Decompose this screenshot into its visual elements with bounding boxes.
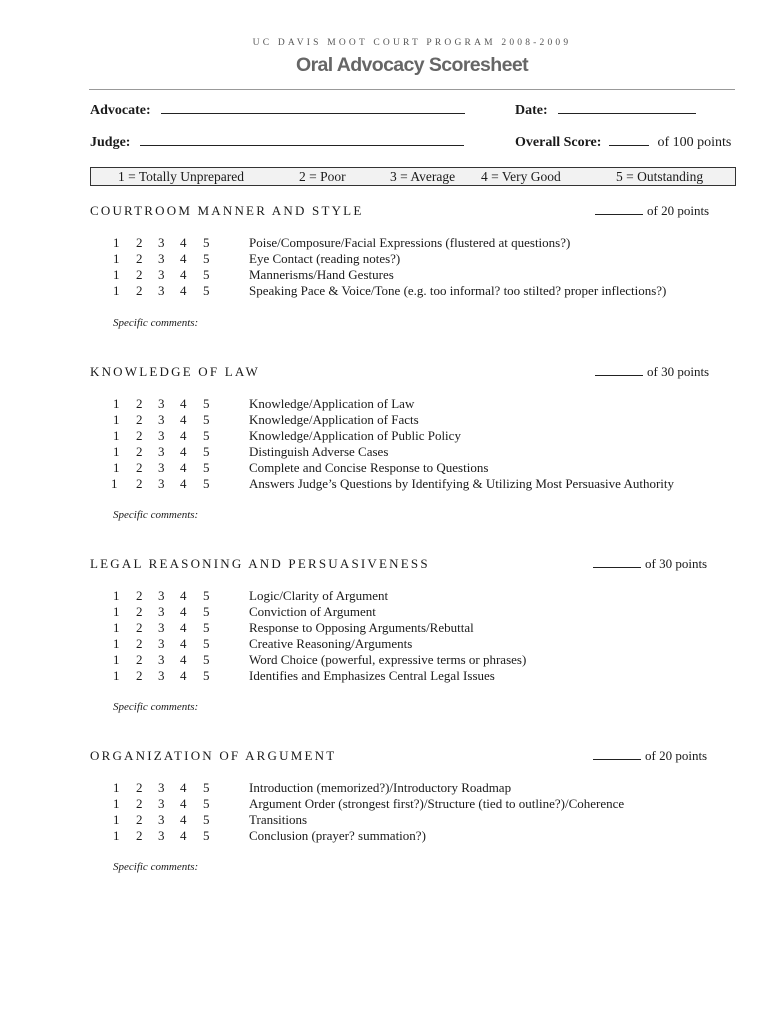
rating-4[interactable]: 4 xyxy=(180,828,187,843)
rating-1[interactable]: 1 xyxy=(113,620,120,635)
rating-5[interactable]: 5 xyxy=(203,620,210,635)
rating-3[interactable]: 3 xyxy=(158,283,165,298)
rating-5[interactable]: 5 xyxy=(203,476,210,491)
criterion-label: Speaking Pace & Voice/Tone (e.g. too informal? too stilted? proper inflections?) xyxy=(249,283,667,298)
rating-5[interactable]: 5 xyxy=(203,636,210,651)
criterion-label: Word Choice (powerful, expressive terms or phrases) xyxy=(249,652,527,667)
rating-5[interactable]: 5 xyxy=(203,412,210,427)
criterion-label: Knowledge/Application of Facts xyxy=(249,412,419,427)
scale-item: 3 = Average xyxy=(390,169,456,184)
rating-5[interactable]: 5 xyxy=(203,396,210,411)
criterion-label: Eye Contact (reading notes?) xyxy=(249,251,401,266)
rating-3[interactable]: 3 xyxy=(158,251,165,266)
rating-3[interactable]: 3 xyxy=(158,588,165,603)
section-points xyxy=(595,364,709,380)
scale-item: 4 = Very Good xyxy=(481,169,561,184)
rating-4[interactable]: 4 xyxy=(180,652,187,667)
rating-2[interactable]: 2 xyxy=(136,828,143,843)
rating-1[interactable]: 1 xyxy=(113,267,120,282)
specific-comments-label: Specific comments: xyxy=(113,701,199,713)
rating-2[interactable]: 2 xyxy=(136,251,143,266)
rating-5[interactable]: 5 xyxy=(203,668,210,683)
rating-3[interactable]: 3 xyxy=(158,668,165,683)
rating-2[interactable]: 2 xyxy=(136,460,143,475)
points-label: of 30 points xyxy=(647,364,710,379)
points-label: of 30 points xyxy=(645,556,708,571)
rating-2[interactable]: 2 xyxy=(136,235,143,250)
rating-1[interactable]: 1 xyxy=(113,828,120,843)
specific-comments-label: Specific comments: xyxy=(113,509,199,521)
rating-5[interactable]: 5 xyxy=(203,460,210,475)
rating-5[interactable]: 5 xyxy=(203,428,210,443)
points-input-line[interactable] xyxy=(593,749,641,760)
rating-2[interactable]: 2 xyxy=(136,412,143,427)
rating-2[interactable]: 2 xyxy=(136,604,143,619)
scale-item: 2 = Poor xyxy=(299,169,346,184)
specific-comments-label: Specific comments: xyxy=(113,317,199,329)
rating-4[interactable]: 4 xyxy=(180,412,187,427)
rating-5[interactable]: 5 xyxy=(203,780,210,795)
rating-5[interactable]: 5 xyxy=(203,267,210,282)
rating-2[interactable]: 2 xyxy=(136,428,143,443)
rating-2[interactable]: 2 xyxy=(136,396,143,411)
points-label: of 20 points xyxy=(645,748,708,763)
rating-3[interactable]: 3 xyxy=(158,796,165,811)
rating-3[interactable]: 3 xyxy=(158,412,165,427)
section-title: COURTROOM MANNER AND STYLE xyxy=(90,203,364,218)
criterion-label: Response to Opposing Arguments/Rebuttal xyxy=(249,620,474,635)
rating-1[interactable]: 1 xyxy=(113,636,120,651)
rating-3[interactable]: 3 xyxy=(158,604,165,619)
rating-3[interactable]: 3 xyxy=(158,428,165,443)
overall-score-field xyxy=(515,133,731,151)
section-title: LEGAL REASONING AND PERSUASIVENESS xyxy=(90,556,430,571)
rating-4[interactable]: 4 xyxy=(180,444,187,459)
rating-1[interactable]: 1 xyxy=(113,428,120,443)
rating-1[interactable]: 1 xyxy=(113,235,120,250)
rating-2[interactable]: 2 xyxy=(136,267,143,282)
rating-5[interactable]: 5 xyxy=(203,652,210,667)
rating-3[interactable]: 3 xyxy=(158,828,165,843)
rating-5[interactable]: 5 xyxy=(203,283,210,298)
specific-comments-label: Specific comments: xyxy=(113,861,199,873)
advocate-label: Advocate: xyxy=(90,103,151,118)
rating-4[interactable]: 4 xyxy=(180,636,187,651)
criterion-label: Introduction (memorized?)/Introductory Roadmap xyxy=(249,780,512,795)
date-input-line[interactable] xyxy=(558,101,696,114)
rating-4[interactable]: 4 xyxy=(180,668,187,683)
program-heading: UC DAVIS MOOT COURT PROGRAM 2008-2009 xyxy=(252,38,572,48)
judge-label: Judge: xyxy=(90,135,131,150)
rating-1[interactable]: 1 xyxy=(113,796,120,811)
rating-4[interactable]: 4 xyxy=(180,812,187,827)
overall-score-label: Overall Score: xyxy=(515,135,602,150)
rating-5[interactable]: 5 xyxy=(203,588,210,603)
rating-3[interactable]: 3 xyxy=(158,267,165,282)
date-label: Date: xyxy=(515,103,548,118)
page-title: Oral Advocacy Scoresheet xyxy=(296,54,528,76)
rating-4[interactable]: 4 xyxy=(180,780,187,795)
rating-4[interactable]: 4 xyxy=(180,604,187,619)
rating-2[interactable]: 2 xyxy=(136,620,143,635)
rating-5[interactable]: 5 xyxy=(203,828,210,843)
rating-4[interactable]: 4 xyxy=(180,796,187,811)
overall-score-input-line[interactable] xyxy=(609,133,649,146)
rating-3[interactable]: 3 xyxy=(158,780,165,795)
rating-1[interactable]: 1 xyxy=(113,251,120,266)
rating-5[interactable]: 5 xyxy=(203,812,210,827)
rating-3[interactable]: 3 xyxy=(158,812,165,827)
rating-5[interactable]: 5 xyxy=(203,796,210,811)
rating-4[interactable]: 4 xyxy=(180,620,187,635)
rating-1[interactable]: 1 xyxy=(113,812,120,827)
points-input-line[interactable] xyxy=(595,204,643,215)
criterion-label: Answers Judge’s Questions by Identifying & Utilizing Most Persuasive Authority xyxy=(249,476,675,491)
rating-1[interactable]: 1 xyxy=(111,476,118,491)
rating-1[interactable]: 1 xyxy=(113,412,120,427)
rating-2[interactable]: 2 xyxy=(136,283,143,298)
rating-5[interactable]: 5 xyxy=(203,235,210,250)
rating-1[interactable]: 1 xyxy=(113,668,120,683)
rating-3[interactable]: 3 xyxy=(158,652,165,667)
rating-2[interactable]: 2 xyxy=(136,796,143,811)
rating-1[interactable]: 1 xyxy=(113,444,120,459)
criterion-label: Logic/Clarity of Argument xyxy=(249,588,389,603)
rating-4[interactable]: 4 xyxy=(180,283,187,298)
rating-1[interactable]: 1 xyxy=(113,588,120,603)
judge-input-line[interactable] xyxy=(140,133,464,146)
rating-3[interactable]: 3 xyxy=(158,476,165,491)
rating-3[interactable]: 3 xyxy=(158,396,165,411)
section-points xyxy=(593,748,707,764)
criterion-label: Knowledge/Application of Public Policy xyxy=(249,428,461,443)
rating-1[interactable]: 1 xyxy=(113,283,120,298)
scale-item: 5 = Outstanding xyxy=(616,169,704,184)
rating-3[interactable]: 3 xyxy=(158,460,165,475)
scale-item: 1 = Totally Unprepared xyxy=(118,169,245,184)
rating-2[interactable]: 2 xyxy=(136,444,143,459)
rating-2[interactable]: 2 xyxy=(136,668,143,683)
criterion-label: Complete and Concise Response to Questions xyxy=(249,460,489,475)
section-points xyxy=(593,556,707,572)
points-input-line[interactable] xyxy=(593,557,641,568)
criterion-label: Mannerisms/Hand Gestures xyxy=(249,267,394,282)
points-input-line[interactable] xyxy=(595,365,643,376)
judge-field xyxy=(90,133,464,151)
rating-2[interactable]: 2 xyxy=(136,588,143,603)
criterion-label: Creative Reasoning/Arguments xyxy=(249,636,413,651)
rating-5[interactable]: 5 xyxy=(203,604,210,619)
criterion-label: Argument Order (strongest first?)/Structure (tied to outline?)/Coherence xyxy=(249,796,625,811)
criterion-label: Conviction of Argument xyxy=(249,604,376,619)
criterion-label: Identifies and Emphasizes Central Legal Issues xyxy=(249,668,495,683)
rating-4[interactable]: 4 xyxy=(180,267,187,282)
rating-1[interactable]: 1 xyxy=(113,780,120,795)
points-label: of 20 points xyxy=(647,203,710,218)
criterion-label: Transitions xyxy=(249,812,308,827)
rating-3[interactable]: 3 xyxy=(158,444,165,459)
rating-5[interactable]: 5 xyxy=(203,444,210,459)
rating-2[interactable]: 2 xyxy=(136,652,143,667)
criterion-label: Distinguish Adverse Cases xyxy=(249,444,389,459)
advocate-input-line[interactable] xyxy=(161,101,465,114)
rating-3[interactable]: 3 xyxy=(158,235,165,250)
rating-1[interactable]: 1 xyxy=(113,460,120,475)
rating-2[interactable]: 2 xyxy=(136,812,143,827)
rating-4[interactable]: 4 xyxy=(180,460,187,475)
rating-3[interactable]: 3 xyxy=(158,620,165,635)
header-divider xyxy=(89,89,735,90)
rating-scale-legend xyxy=(90,167,736,186)
rating-5[interactable]: 5 xyxy=(203,251,210,266)
section-points xyxy=(595,203,709,219)
advocate-field xyxy=(90,101,465,119)
criterion-label: Conclusion (prayer? summation?) xyxy=(249,828,426,843)
rating-2[interactable]: 2 xyxy=(136,636,143,651)
rating-4[interactable]: 4 xyxy=(180,235,187,250)
rating-4[interactable]: 4 xyxy=(180,251,187,266)
rating-1[interactable]: 1 xyxy=(113,396,120,411)
rating-4[interactable]: 4 xyxy=(180,588,187,603)
rating-1[interactable]: 1 xyxy=(113,604,120,619)
section-title: ORGANIZATION OF ARGUMENT xyxy=(90,748,337,763)
overall-score-suffix: of 100 points xyxy=(657,135,732,150)
criterion-label: Knowledge/Application of Law xyxy=(249,396,415,411)
section-title: KNOWLEDGE OF LAW xyxy=(90,364,260,379)
rating-4[interactable]: 4 xyxy=(180,428,187,443)
rating-2[interactable]: 2 xyxy=(136,476,143,491)
rating-3[interactable]: 3 xyxy=(158,636,165,651)
date-field xyxy=(515,101,696,119)
rating-4[interactable]: 4 xyxy=(180,396,187,411)
rating-4[interactable]: 4 xyxy=(180,476,187,491)
rating-2[interactable]: 2 xyxy=(136,780,143,795)
rating-1[interactable]: 1 xyxy=(113,652,120,667)
criterion-label: Poise/Composure/Facial Expressions (flustered at questions?) xyxy=(249,235,571,250)
